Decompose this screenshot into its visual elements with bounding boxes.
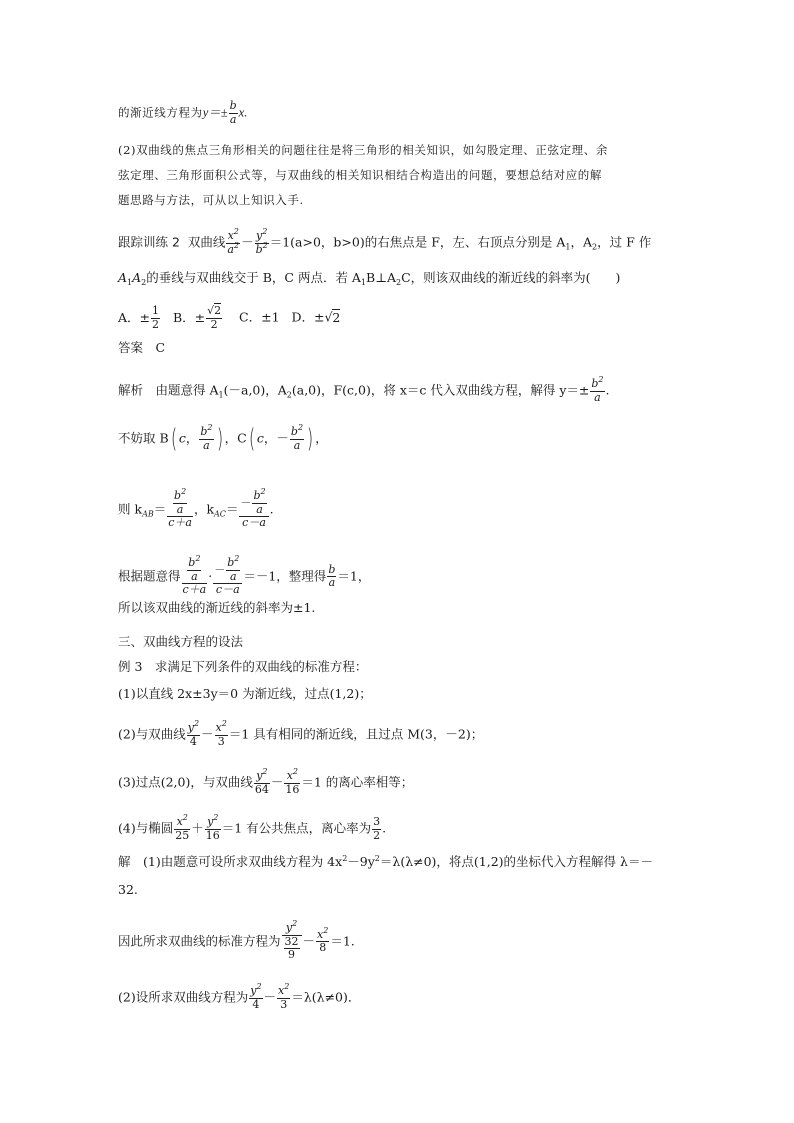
solution-3-line-3: 因此所求双曲线的标准方程为 $\frac{y^2}{\frac{32}{9}}$ － $\frac{x^2}{8}$ ＝1. (118, 919, 355, 962)
option-d: D．±√2 (291, 309, 341, 325)
answer-line: 答案 C (118, 340, 166, 355)
option-b: B．± $\frac{√2}{2}$ (172, 304, 222, 331)
fraction-x2-a2: $\frac{x^2}{a^2}$ (227, 227, 240, 256)
question-2: (2)与双曲线 $\frac{y^2}{4}$ － $\frac{x^2}{3}$ ＝1 具有相同的渐近线，且过点 M(3，－2)； (118, 719, 484, 748)
solution-line-4: 根据题意得 $\frac{\frac{b^2}{a}}{c+a}$ · － $\frac{b^2}{a}$ c－a ＝－1，整理得 $\frac{b}{a}$ ＝1， (118, 554, 371, 597)
solution-line-5: 所以该双曲线的渐近线的斜率为±1. (118, 600, 316, 615)
question-3: (3)过点(2,0)，与双曲线 $\frac{y^2}{64}$ － $\frac{x^2}{16}$ ＝1 的离心率相等； (118, 767, 414, 796)
solution-3-line-1: 解 (1)由题意可设所求双曲线方程为 $4x^2-9y^2=\lambda(\lambda\ne 0)$，将点(1,2)的坐标代入方程解得 λ＝－ (118, 854, 653, 869)
note-paragraph-line-2: 弦定理、三角形面积公式等，与双曲线的相关知识相结合构造出的问题，要想总结对应的解 (118, 168, 602, 182)
note-paragraph-line-1: (2)双曲线的焦点三角形相关的问题往往是将三角形的相关知识，如勾股定理、正弦定理、余 (118, 143, 608, 157)
solution-line-1: 解析 由题意得 $A_1(-a,0)$，$A_2(a,0)$，F(c,0)，将 x＝c 代入双曲线方程，解得 y＝± $\frac{b^2}{a}$ . (118, 375, 610, 404)
fraction-b-over-a: $\frac{b}{a}$ (229, 99, 237, 126)
exercise-line-1: 跟踪训练 2 双曲线 $\frac{x^2}{a^2}$ － $\frac{y^2}{b^2}$ ＝1(a>0，b>0)的右焦点是 F，左、右顶点分别是 $A_1$，$A_2$，过 F 作 (118, 227, 652, 256)
asymptote-line: 的渐近线方程为y＝± $\frac{b}{a}$ x. (118, 99, 248, 126)
fraction-y2-b2: $\frac{y^2}{b^2}$ (255, 227, 268, 256)
note-paragraph-line-3: 题思路与方法，可从以上知识入手. (118, 193, 304, 207)
exercise-line-2: $A_1A_2$的垂线与双曲线交于 B，C 两点．若 $A_1B\perp A_2C$，则该双曲线的渐近线的斜率为( ) (118, 270, 621, 287)
solution-3-line-2: 32. (118, 882, 138, 897)
section-heading: 三、双曲线方程的设法 (118, 634, 244, 649)
options-line (118, 305, 340, 331)
option-a: A．± $\frac{1}{2}$ (118, 304, 160, 331)
solution-3-line-4: (2)设所求双曲线方程为 $\frac{y^2}{4}$ － $\frac{x^2}{3}$ ＝λ(λ≠0)． (118, 982, 361, 1011)
example-3-title: 例 3 求满足下列条件的双曲线的标准方程： (118, 659, 368, 674)
question-1: (1)以直线 2x±3y＝0 为渐近线，过点(1,2)； (118, 686, 372, 701)
solution-line-2: 不妨取 B( c， $\frac{b^2}{a}$ ) ，C( c，－ $\frac{b^2}{a}$ ) ， (118, 423, 328, 455)
question-4: (4)与椭圆 $\frac{x^2}{25}$ ＋ $\frac{y^2}{16}$ ＝1 有公共焦点，离心率为 $\frac{3}{2}$ . (118, 813, 387, 842)
option-c: C．±1 (239, 309, 280, 325)
solution-line-3: 则 $k_{AB}=$ $\frac{\frac{b^2}{a}}{c+a}$ ，$k_{AC}=$ － $\frac{b^2}{a}$ c－a . (118, 487, 274, 530)
